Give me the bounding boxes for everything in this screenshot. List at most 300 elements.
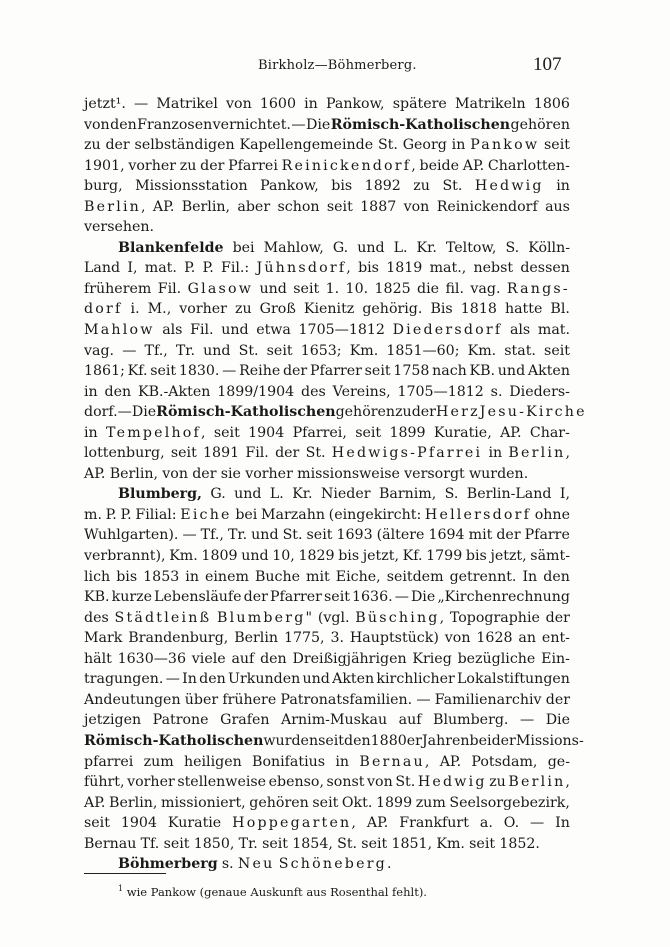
word: pfarrei xyxy=(84,753,134,770)
word: — xyxy=(134,96,149,112)
word: O. xyxy=(503,815,520,832)
word: zu xyxy=(234,301,252,318)
text-line xyxy=(84,176,570,197)
word: L. xyxy=(393,239,408,256)
word: von xyxy=(84,116,110,133)
word: P. xyxy=(105,506,117,523)
word: Marzahn xyxy=(261,506,325,523)
word: Berlin, xyxy=(109,465,159,482)
footnote-divider xyxy=(84,873,166,874)
word: und xyxy=(259,280,287,297)
word: 1899 xyxy=(389,424,426,441)
word: seit xyxy=(544,137,570,154)
text-line xyxy=(84,217,570,238)
word: von xyxy=(444,630,471,647)
word: zu xyxy=(413,178,430,195)
text-line xyxy=(84,402,587,423)
word: St. xyxy=(282,527,303,544)
word: in xyxy=(84,424,98,441)
word: 1819 xyxy=(386,260,423,277)
footnote-marker: 1 xyxy=(118,884,124,893)
word: getrennt. xyxy=(449,568,517,585)
word: den xyxy=(543,568,570,585)
word: Pfarre xyxy=(524,527,570,544)
word: frühere xyxy=(222,691,277,708)
word: Jahren xyxy=(421,732,470,749)
word: Berlin, xyxy=(508,774,570,791)
word: I, xyxy=(127,260,138,277)
word: Patronatsfamilien. xyxy=(280,691,413,708)
word: m. xyxy=(84,506,102,523)
word: der xyxy=(545,691,570,708)
word: sonst xyxy=(326,774,365,791)
word: gehören xyxy=(249,794,309,811)
word: St. xyxy=(305,445,326,462)
word: den xyxy=(344,732,371,749)
word: Hedwig xyxy=(417,774,487,791)
word: seit xyxy=(163,835,190,852)
word: Reihe xyxy=(239,363,281,380)
word: und xyxy=(251,527,279,544)
word: Char- xyxy=(529,424,570,441)
text-line xyxy=(84,567,570,588)
paragraph-continuation xyxy=(84,94,570,238)
word: Römisch-Katholischen xyxy=(156,404,336,421)
word: Tempelhof, xyxy=(106,424,206,441)
word: viele xyxy=(191,650,226,667)
text-line xyxy=(84,608,570,629)
word: Blumberg, xyxy=(118,486,202,503)
word: des xyxy=(84,609,109,626)
word: Grafen xyxy=(220,712,270,729)
word: bis xyxy=(358,260,379,277)
text-line xyxy=(84,299,570,320)
word: KB. xyxy=(469,363,496,380)
word: nebst xyxy=(473,260,514,277)
word: seit xyxy=(326,198,353,215)
word: und xyxy=(497,363,526,380)
word: Dieders- xyxy=(509,383,570,400)
word: Km. xyxy=(436,835,465,852)
word: und xyxy=(203,342,231,359)
text-line xyxy=(84,628,570,649)
word: S. xyxy=(505,239,520,256)
word: jetzt, xyxy=(362,548,399,565)
text-line xyxy=(84,443,570,464)
paragraph-blankenfelde xyxy=(84,238,587,485)
word: und xyxy=(241,548,269,565)
word: vag. xyxy=(84,342,115,359)
word: seit xyxy=(213,424,240,441)
word: seit xyxy=(318,732,345,749)
word: der xyxy=(200,157,225,174)
word: Patrone xyxy=(152,712,209,729)
word: ge- xyxy=(547,753,570,770)
word: Akten xyxy=(332,671,375,688)
word: schon xyxy=(277,198,320,215)
word: ebenso, xyxy=(268,774,324,791)
word: Jesu-Kirche xyxy=(479,404,587,421)
word: Pankow xyxy=(470,137,540,154)
word: lottenburg, xyxy=(84,445,165,462)
word: Pfarrer xyxy=(269,589,322,606)
word: Reinickendorf xyxy=(436,198,538,215)
word: S. xyxy=(444,486,459,503)
page-body xyxy=(84,94,587,875)
word: Kölln- xyxy=(528,239,570,256)
word: burg, xyxy=(84,178,123,195)
word: und xyxy=(302,671,330,688)
word: In xyxy=(522,568,538,585)
word: Jühnsdorf, xyxy=(256,260,351,277)
word: gehörig. xyxy=(362,301,423,318)
word: 1630—36 xyxy=(117,650,186,667)
word: Kuratie, xyxy=(433,424,492,441)
word: etwa xyxy=(256,322,291,339)
word: Hauptstück) xyxy=(349,630,439,647)
word: kurze xyxy=(111,589,152,606)
word: Pfarrer xyxy=(309,363,362,380)
text-line xyxy=(84,341,570,362)
word: Brandenburg, xyxy=(128,630,229,647)
word: I, xyxy=(559,486,570,503)
word: wurden. xyxy=(469,465,529,482)
word: gehören xyxy=(510,116,570,133)
word: nach xyxy=(432,363,467,380)
word: in xyxy=(185,568,199,585)
word: mit xyxy=(468,527,493,544)
word: der xyxy=(105,137,130,154)
word: Tr. xyxy=(227,527,248,544)
word: St. xyxy=(395,774,416,791)
text-line xyxy=(84,813,570,834)
word: mat., xyxy=(429,260,467,277)
word: bei xyxy=(232,239,255,256)
text-line xyxy=(84,772,570,793)
word: fil. xyxy=(445,280,464,297)
word: — xyxy=(165,671,180,688)
word: 10, xyxy=(272,548,295,565)
word: 1705—1812 xyxy=(397,383,484,400)
word: In xyxy=(555,815,570,832)
word: Berlin, xyxy=(84,198,146,215)
word: Diedersdorf xyxy=(392,322,503,339)
text-line xyxy=(84,320,570,341)
word: Pankow, xyxy=(260,178,319,195)
word: in xyxy=(556,178,570,195)
word: jetzigen xyxy=(84,712,142,729)
word: a. xyxy=(479,815,493,832)
text-line xyxy=(84,649,570,670)
text-line xyxy=(84,197,570,218)
word: Potsdam, xyxy=(471,753,538,770)
word: — xyxy=(394,589,409,606)
word: in xyxy=(304,96,318,112)
word: vorher xyxy=(128,157,177,174)
word: P. xyxy=(184,260,196,277)
word: bis xyxy=(465,548,487,565)
word: seit xyxy=(293,280,320,297)
word: seit xyxy=(170,445,197,462)
word: Berlin, xyxy=(181,198,231,215)
word: als xyxy=(509,322,531,339)
footnote xyxy=(118,884,427,899)
text-line xyxy=(84,115,570,136)
word: 1818 xyxy=(460,301,497,318)
word: Reinickendorf, xyxy=(281,157,416,174)
text-line xyxy=(84,834,570,855)
word: 1851—60; xyxy=(386,342,460,359)
word: von xyxy=(162,465,188,482)
word: 1705—1812 xyxy=(298,322,385,339)
word: Fil. xyxy=(190,322,214,339)
word: bei xyxy=(469,732,492,749)
word: 1901, xyxy=(84,157,125,174)
word: Tf., xyxy=(200,527,224,544)
word: Urkunden xyxy=(228,671,301,688)
word: (ältere xyxy=(376,527,425,544)
word: 1693 xyxy=(336,527,373,544)
text-line xyxy=(84,238,570,259)
word: Fil. xyxy=(245,445,269,462)
word: Römisch-Katholischen xyxy=(330,116,511,133)
word: zum xyxy=(143,753,174,770)
word: Blankenfelde xyxy=(118,239,224,256)
word: Kr. xyxy=(292,486,313,503)
word: ent- xyxy=(541,630,570,647)
word: 10. xyxy=(345,280,369,297)
word: der xyxy=(496,527,521,544)
word: dorf xyxy=(84,301,123,318)
word: — xyxy=(519,712,535,729)
word: 1775, xyxy=(283,630,325,647)
word: an xyxy=(518,630,537,647)
word: seit xyxy=(84,815,110,832)
word: Kf. xyxy=(402,548,423,565)
word: Andeutungen xyxy=(84,691,181,708)
word: AP. xyxy=(462,157,485,174)
word: AP. xyxy=(366,815,389,832)
word: Mahlow xyxy=(84,322,155,339)
word: Tf., xyxy=(144,342,168,359)
word: seitdem xyxy=(386,568,444,585)
word: Herz xyxy=(435,404,480,421)
word: auf xyxy=(231,650,255,667)
word: Vereins, xyxy=(332,383,391,400)
word: mat. xyxy=(144,260,177,277)
word: tragungen. xyxy=(84,671,164,688)
word: seit xyxy=(361,835,388,852)
word: KB. xyxy=(84,589,110,606)
word: spätere xyxy=(392,96,447,112)
word: 1904 xyxy=(248,424,285,441)
word: Böhmerberg xyxy=(118,856,218,873)
word: Lebensläufe xyxy=(154,589,242,606)
word: kirchlicher xyxy=(376,671,455,688)
word: 1854, xyxy=(292,835,333,852)
word: Barnim, xyxy=(378,486,437,503)
word: Bis xyxy=(430,301,453,318)
word: 1851, xyxy=(391,835,433,852)
word: den xyxy=(110,116,137,133)
word: Okt. xyxy=(341,794,373,811)
word: St. xyxy=(442,178,463,195)
word: seit xyxy=(262,835,288,852)
text-line xyxy=(84,423,570,444)
word: Bernau xyxy=(84,835,137,852)
word: Kienitz xyxy=(303,301,355,318)
word: 1600 xyxy=(259,96,296,112)
word: Frankfurt xyxy=(399,815,469,832)
word: — xyxy=(117,404,132,421)
word: Missions- xyxy=(515,732,584,749)
text-line xyxy=(84,361,570,382)
word: sämt- xyxy=(530,548,570,565)
word: der xyxy=(192,465,217,482)
word: Matrikeln xyxy=(454,96,526,112)
word: Bl. xyxy=(550,301,570,318)
footnote-text: wie Pankow (genaue Auskunft aus Rosenthal fehlt). xyxy=(126,884,427,899)
word: Bernau, xyxy=(359,753,430,770)
word: Die xyxy=(545,712,570,729)
word: der xyxy=(491,732,516,749)
word: und xyxy=(221,322,249,339)
word: zu xyxy=(179,157,197,174)
word: Pfarrei xyxy=(228,157,278,174)
word: In xyxy=(182,671,197,688)
text-line xyxy=(84,464,570,485)
word: KB.-Akten xyxy=(137,383,211,400)
word: Filial: xyxy=(135,506,177,523)
text-line xyxy=(84,156,570,177)
word: bezügliche xyxy=(457,650,536,667)
word: Akten xyxy=(527,363,570,380)
word: Kapellengemeinde xyxy=(239,137,374,154)
text-line xyxy=(84,669,570,690)
word: 1880er xyxy=(370,732,422,749)
word: (vgl. xyxy=(317,609,350,626)
word: Kf. xyxy=(127,363,148,380)
word: beide xyxy=(419,157,459,174)
text-line xyxy=(84,546,570,567)
word: vorher xyxy=(127,774,175,791)
word: bis xyxy=(331,178,353,195)
text-line xyxy=(84,731,584,752)
word: 1899/1904 xyxy=(217,383,295,400)
word: Groß xyxy=(259,301,296,318)
word: Lokalstiftungen xyxy=(457,671,570,688)
word: heiligen xyxy=(183,753,242,770)
word: Die xyxy=(410,589,436,606)
word: Tr. xyxy=(175,342,196,359)
word: Kuratie xyxy=(167,815,222,832)
word: Georg xyxy=(402,137,447,154)
word: Eiche, xyxy=(335,568,381,585)
word: AP. xyxy=(439,753,462,770)
word: Eiche xyxy=(180,506,232,523)
word: in xyxy=(84,383,98,400)
word: Pankow, xyxy=(325,96,385,112)
word: missioniert, xyxy=(160,794,246,811)
word: vag. xyxy=(470,280,501,297)
word: missionsweise xyxy=(297,465,400,482)
word: verbrannt), xyxy=(84,548,166,565)
word: jetzt¹. xyxy=(84,96,126,112)
word: 1861; xyxy=(84,363,125,380)
word: die xyxy=(417,280,440,297)
word: einem xyxy=(205,568,249,585)
word: Dreißigjährigen xyxy=(292,650,407,667)
word: Neu xyxy=(237,856,275,873)
word: Blumberg. xyxy=(433,712,509,729)
word: Nieder xyxy=(320,486,371,503)
word: seit xyxy=(324,589,350,606)
text-line xyxy=(84,752,570,773)
word: versehen. xyxy=(84,219,155,236)
word: seit xyxy=(312,794,339,811)
word: Römisch-Katholischen xyxy=(84,732,264,749)
word: s. xyxy=(221,856,234,873)
word: stat. xyxy=(504,342,536,359)
word: als xyxy=(162,322,183,339)
word: stellenweise xyxy=(177,774,267,791)
word: vernichtet. xyxy=(212,116,291,133)
word: — xyxy=(530,815,545,832)
word: Arnim-Muskau xyxy=(281,712,388,729)
word: seit xyxy=(355,424,382,441)
word: Die xyxy=(131,404,157,421)
word: — xyxy=(291,116,306,133)
text-line xyxy=(84,484,570,505)
word: hatte xyxy=(504,301,543,318)
word: St. xyxy=(337,835,358,852)
word: Missionsstation xyxy=(135,178,248,195)
word: Km. xyxy=(467,342,497,359)
word: Pfarrei, xyxy=(292,424,347,441)
word: 1830. xyxy=(178,363,220,380)
word: in xyxy=(335,753,350,770)
word: 1636. xyxy=(352,589,393,606)
word: Städtleinß xyxy=(114,609,212,626)
word: 1853 xyxy=(143,568,180,585)
word: — xyxy=(416,691,431,708)
word: 1891 xyxy=(203,445,240,462)
word: in xyxy=(451,137,466,154)
word: P. xyxy=(120,506,132,523)
word: zu xyxy=(84,137,101,154)
word: (eingekircht: xyxy=(328,506,422,523)
word: über xyxy=(184,691,219,708)
word: den xyxy=(260,650,287,667)
word: seit xyxy=(150,363,177,380)
word: AP. xyxy=(84,465,106,482)
word: AP. xyxy=(500,424,522,441)
word: P. xyxy=(202,260,214,277)
word: Schöneberg. xyxy=(278,856,392,873)
text-line xyxy=(84,505,570,526)
word: St. xyxy=(238,342,259,359)
word: Wuhlgarten). xyxy=(84,527,179,544)
word: Matrikel xyxy=(156,96,218,112)
word: der xyxy=(282,363,308,380)
word: zu xyxy=(395,404,412,421)
word: 1852. xyxy=(499,835,540,852)
running-header xyxy=(0,54,670,82)
text-line xyxy=(84,793,570,814)
word: Ein- xyxy=(541,650,570,667)
word: St. xyxy=(377,137,398,154)
word: aber xyxy=(237,198,271,215)
